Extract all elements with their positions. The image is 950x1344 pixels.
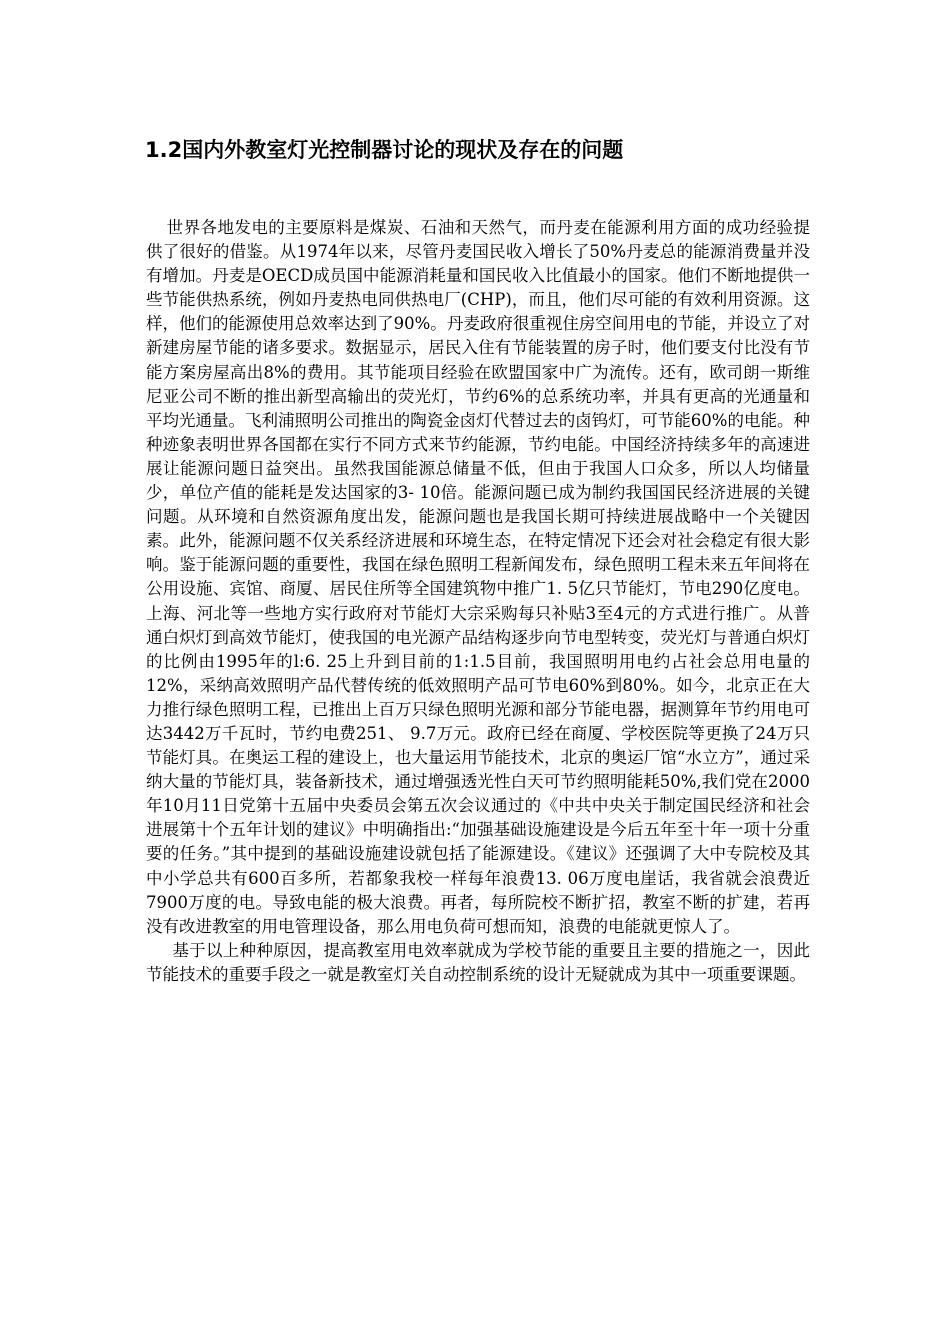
body-paragraph-2: 基于以上种种原因，提高教室用电效率就成为学校节能的重要且主要的措施之一，因此节能技术的重要手段之一就是教室灯关自动控制系统的设计无疑就成为其中一项重要课题。 [146,940,810,984]
body-paragraph-1: 世界各地发电的主要原料是煤炭、石油和天然气，而丹麦在能源利用方面的成功经验提供了很好的借鉴。从1974年以来，尽管丹麦国民收入增长了50%丹麦总的能源消费量并没有增加。丹麦是OECD成员国中能源消耗量和国民收入比值最小的国家。他们不断地提供一些节能供热系统，例如丹麦热电同供热电厂(CHP)，而且，他们尽可能的有效利用资源。这样，他们的能源使用总效率达到了90%。丹麦政府很重视住房空间用电的节能，并设立了对新建房屋节能的诸多要求。数据显示，居民入住有节能装置的房子时，他们要支付比没有节能方案房屋高出8%的费用。其节能项目经验在欧盟国家中广为流传。还有，欧司朗一斯维尼亚公司不断的推出新型高输出的荧光灯，节约6%的总系统功率，并具有更高的光通量和平均光通量。飞利浦照明公司推出的陶瓷金卤灯代替过去的卤钨灯，可节能60%的电能。种种迹象表明世界各国都在实行不同方式来节约能源，节约电能。中国经济持续多年的高速进展让能源问题日益突出。虽然我国能源总储量不低，但由于我国人口众多，所以人均储量少，单位产值的能耗是发达国家的3- 10倍。能源问题已成为制约我国国民经济进展的关键问题。从环境和自然资源角度出发，能源问题也是我国长期可持续进展战略中一个关键因素。此外，能源问题不仅关系经济进展和环境生态，在特定情况下还会对社会稳定有很大影响。鉴于能源问题的重要性，我国在绿色照明工程新闻发布，绿色照明工程未来五年间将在公用设施、宾馆、商厦、居民住所等全国建筑物中推广1. 5亿只节能灯，节电290亿度电。上海、河北等一些地方实行政府对节能灯大宗采购每只补贴3至4元的方式进行推广。从普通白炽灯到高效节能灯，使我国的电光源产品结构逐步向节电型转变，荧光灯与普通白炽灯的比例由1995年的l:6. 25上升到目前的1:1.5目前，我国照明用电约占社会总用电量的12%，采纳高效照明产品代替传统的低效照明产品可节电60%到80%。如今，北京正在大力推行绿色照明工程，已推出上百万只绿色照明光源和部分节能电器，据测算年节约用电可达3442万千瓦时，节约电费251、 9.7万元。政府已经在商厦、学校医院等更换了24万只节能灯具。在奥运工程的建设上，也大量运用节能技术，北京的奥运厂馆“水立方”，通过采纳大量的节能灯具，装备新技术，通过增强透光性白天可节约照明能耗50%,我们党在2000年10月11日党第十五届中央委员会第五次会议通过的《中共中央关于制定国民经济和社会进展第十个五年计划的建议》中明确指出:“加强基础设施建设是今后五年至十年一项十分重要的任务。”其中提到的基础设施建设就包括了能源建设。《建议》还强调了大中专院校及其中小学总共有600百多所，若都象我校一样每年浪费13. 06万度电崖话，我省就会浪费近7900万度的电。导致电能的极大浪费。再者，每所院校不断扩招，教室不断的扩建，若再没有改进教室的用电管理设备，那么用电负荷可想而知，浪费的电能就更惊人了。 [146,218,810,936]
body-text [146,216,810,987]
section-heading: 1.2国内外教室灯光控制器讨论的现状及存在的问题 [145,138,624,162]
